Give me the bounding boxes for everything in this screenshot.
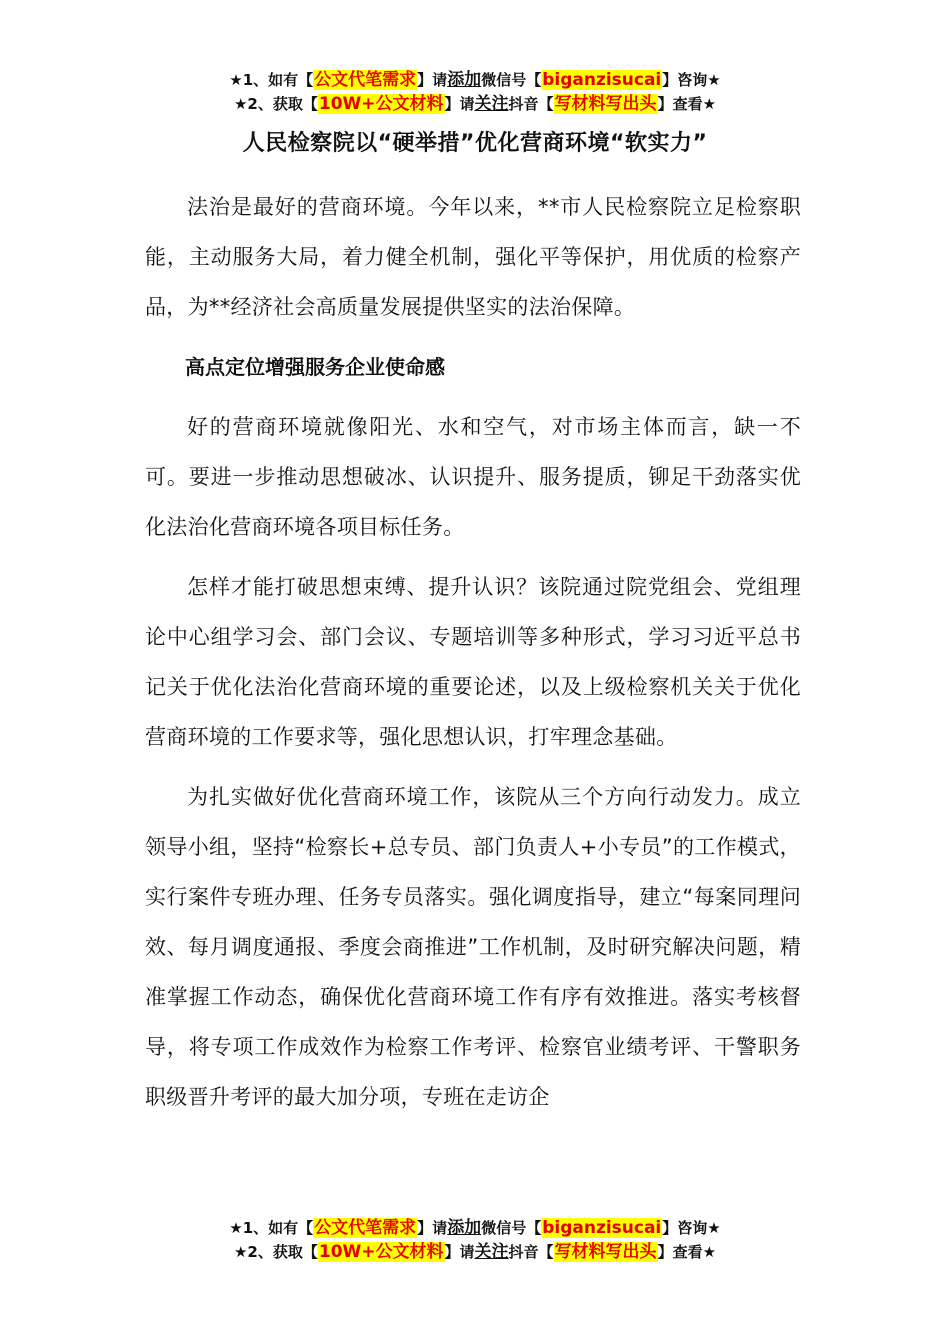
promo-highlight: 10W+公文材料 <box>318 94 444 114</box>
promo-highlight: 公文代笔需求 <box>314 1218 417 1238</box>
promo-highlight: 公文代笔需求 <box>314 70 417 90</box>
promo-text: 微信号【 <box>481 71 542 89</box>
promo-text: ★2、获取【 <box>233 95 318 113</box>
promo-underline: 关注 <box>474 94 509 114</box>
paragraph-intro: 法治是最好的营商环境。今年以来，**市人民检察院立足检察职能，主动服务大局，着力健全机制，强化平等保护，用优质的检察产品，为**经济社会高质量发展提供坚实的法治保障。 <box>145 195 801 319</box>
promo-highlight-wechat: biganzisucai <box>542 1218 662 1238</box>
promo-underline: 添加 <box>447 1218 482 1238</box>
paragraph: 好的营商环境就像阳光、水和空气，对市场主体而言，缺一不可。要进一步推动思想破冰、认识提升、服务提质，铆足干劲落实优化法治化营商环境各项目标任务。 <box>145 415 801 539</box>
promo-text: 】咨询★ <box>662 1219 721 1237</box>
promo-text: ★2、获取【 <box>233 1243 318 1261</box>
paragraph: 怎样才能打破思想束缚、提升认识？该院通过院党组会、党组理论中心组学习会、部门会议、专题培训等多种形式，学习习近平总书记关于优化法治化营商环境的重要论述，以及上级检察机关关于优化营商环境的工作要求等，强化思想认识，打牢理念基础。 <box>145 575 801 749</box>
promo-underline: 添加 <box>447 70 482 90</box>
promo-text: 微信号【 <box>481 1219 542 1237</box>
promo-text: 】请 <box>417 1219 448 1237</box>
promo-text: 】请 <box>444 95 475 113</box>
document-body <box>145 182 801 1132</box>
section-heading: 高点定位增强服务企业使命感 <box>185 355 445 379</box>
promo-text: 】查看★ <box>657 1243 717 1261</box>
promo-underline: 关注 <box>474 1242 509 1262</box>
promo-text: 抖音【 <box>508 95 554 113</box>
promo-highlight-wechat: biganzisucai <box>542 70 662 90</box>
promo-line-1 <box>0 68 950 92</box>
header-promo-banner <box>0 68 950 116</box>
promo-highlight-douyin: 写材料写出头 <box>554 1242 657 1262</box>
promo-highlight-douyin: 写材料写出头 <box>554 94 657 114</box>
promo-text: ★1、如有【 <box>229 71 314 89</box>
promo-highlight: 10W+公文材料 <box>318 1242 444 1262</box>
promo-text: 抖音【 <box>508 1243 554 1261</box>
footer-promo-banner <box>0 1216 950 1264</box>
promo-text: 】请 <box>444 1243 475 1261</box>
paragraph: 为扎实做好优化营商环境工作，该院从三个方向行动发力。成立领导小组，坚持“检察长+总专员、部门负责人+小专员”的工作模式，实行案件专班办理、任务专员落实。强化调度指导，建立“每案同理问效、每月调度通报、季度会商推进”工作机制，及时研究解决问题，精准掌握工作动态，确保优化营商环境工作有序有效推进。落实考核督导，将专项工作成效作为检察工作考评、检察官业绩考评、干警职务职级晋升考评的最大加分项，专班在走访企 <box>145 785 801 1109</box>
promo-text: 】查看★ <box>657 95 717 113</box>
promo-line-2 <box>0 1240 950 1264</box>
document-title: 人民检察院以“硬举措”优化营商环境“软实力” <box>242 131 708 156</box>
promo-text: 】请 <box>417 71 448 89</box>
promo-text: ★1、如有【 <box>229 1219 314 1237</box>
promo-text: 】咨询★ <box>662 71 721 89</box>
promo-line-1 <box>0 1216 950 1240</box>
promo-line-2 <box>0 92 950 116</box>
